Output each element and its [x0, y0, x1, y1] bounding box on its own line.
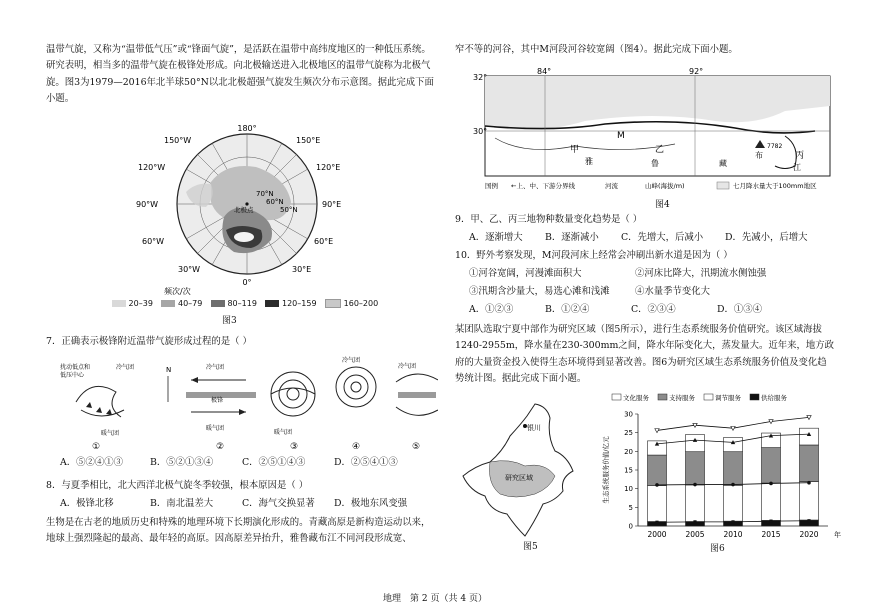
place-label: 鲁: [651, 159, 659, 168]
lon-label: 0°: [242, 278, 252, 287]
q9-stem: 9．甲、乙、丙三地物种数量变化趋势是（ ）: [455, 214, 643, 225]
q7-option-a[interactable]: A．⑤②④①③: [60, 457, 124, 468]
q10-item-1: ①河谷宽阔，河漫滩面积大: [469, 268, 582, 279]
lon-label: 90°W: [136, 200, 159, 209]
panel-2: [186, 363, 256, 432]
peak-label: 7782: [767, 143, 783, 150]
figure3-caption: 图3: [222, 316, 237, 326]
data-point: [655, 483, 659, 487]
panel-5: [396, 362, 438, 415]
lat-label: 70°N: [256, 190, 274, 198]
panel-text: 冷气团: [206, 364, 225, 371]
panel-text: 冷气团: [398, 363, 417, 370]
lat-label: 60°N: [266, 198, 284, 206]
figure4-caption: 图4: [655, 200, 670, 210]
y-axis-label: 生态系统服务价值/亿元: [602, 436, 610, 504]
legend-label: 40–79: [178, 299, 203, 308]
figure4-map: [455, 66, 835, 196]
bar-segment: [724, 438, 743, 452]
y-tick-label: 20: [624, 447, 633, 456]
page-footer: 地理 第 2 页（共 4 页）: [383, 594, 487, 604]
figure3-legend: [112, 297, 412, 311]
panel-text: 暖气团: [101, 430, 120, 437]
q7-diagram-panels: [46, 352, 438, 452]
data-point: [769, 520, 772, 523]
q9-option-c[interactable]: C．先增大，后减小: [621, 232, 704, 243]
bar-segment: [686, 435, 705, 452]
bar-segment: [686, 452, 705, 485]
place-label: 雅: [585, 157, 593, 166]
data-point: [807, 481, 811, 485]
bio-paragraph: 生物是在古老的地质历史和特殊的地理环境下长期演化形成的。青藏高原是新构造运动以来，地球上强烈隆起的最高、最年轻的高原。因高原差异抬升，雅鲁藏布江不同河段形成宽、: [46, 517, 431, 545]
q9-option-a[interactable]: A．逐渐增大: [469, 232, 523, 243]
place-label: 乙: [655, 145, 665, 155]
lon-label: 150°W: [164, 136, 192, 145]
panel-number: ②: [216, 442, 225, 452]
lon-label: 60°W: [142, 237, 165, 246]
lat-label: 32°: [473, 73, 488, 82]
panel-number: ③: [290, 442, 299, 452]
y-tick-label: 15: [624, 466, 633, 475]
lon-label: 180°: [237, 124, 257, 133]
place-label: 江: [793, 163, 801, 172]
bar-segment: [800, 445, 819, 482]
panel-number: ①: [92, 442, 101, 452]
legend-text: 河流: [605, 182, 618, 190]
panel-text: 暖气团: [206, 425, 225, 432]
legend-text: 国例: [485, 182, 498, 190]
place-label: M: [617, 131, 625, 141]
place-label: 丙: [795, 151, 805, 161]
panel-number: ⑤: [412, 442, 421, 452]
place-label: 布: [755, 151, 763, 160]
bar-segment: [724, 485, 743, 521]
q8-option-d[interactable]: D．极地东风变强: [334, 498, 408, 509]
legend-swatch: [612, 394, 621, 400]
q9-option-b[interactable]: B．逐渐减小: [545, 232, 599, 243]
y-tick-label: 25: [624, 429, 633, 438]
q10-option-c[interactable]: C．②③④: [631, 304, 676, 315]
q7-option-d[interactable]: D．②⑤④①③: [334, 457, 398, 468]
legend-label: 调节服务: [715, 394, 741, 402]
q10-option-a[interactable]: A．①②③: [469, 304, 514, 315]
legend-text: 山峰(海拔/m): [645, 182, 685, 190]
figure5-map: [455, 396, 595, 546]
data-point: [807, 519, 810, 522]
place-label: 甲: [570, 145, 580, 155]
lon-label: 150°E: [296, 136, 321, 145]
panel-text: 冷气团: [116, 364, 135, 371]
lon-label: 120°E: [316, 163, 341, 172]
city-label: 银川: [527, 424, 541, 432]
lon-label: 30°E: [292, 265, 312, 274]
legend-label: 支持服务: [669, 394, 695, 402]
legend-label: 供给服务: [761, 394, 787, 402]
q10-option-d[interactable]: D．①③④: [717, 304, 763, 315]
q7-stem: 7．正确表示极锋附近温带气旋形成过程的是（ ）: [46, 336, 252, 347]
ningxia-paragraph: 某团队选取宁夏中部作为研究区域（图5所示），进行生态系统服务价值研究。该区域海拔1240-2955m，降水量在230-300mm之间，降水年际变化大，蒸发量大。近年来，地方政府的大量资金投入使得生态环境得到显著改善。图6为研究区域生态系统服务价值及变化趋势统计图。据此完成下面小题。: [455, 324, 835, 385]
legend-swatch: [704, 394, 713, 400]
panel-text: 极锋: [211, 397, 224, 404]
q8-stem: 8．与夏季相比，北大西洋北极气旋冬季较强，根本原因是（ ）: [46, 480, 309, 491]
panel-1: [60, 363, 171, 437]
data-point: [731, 520, 734, 523]
figure6-caption: 图6: [710, 544, 725, 554]
data-point: [655, 429, 659, 433]
q10-item-3: ③汛期含沙量大，易选心滩和浅滩: [469, 286, 610, 297]
continued-paragraph: 窄不等的河谷，其中M河段河谷较宽阔（图4）。据此完成下面小题。: [455, 44, 738, 55]
legend-swatch: [112, 300, 126, 307]
bar-segment: [686, 485, 705, 522]
lon-label: 120°W: [138, 163, 166, 172]
q7-option-b[interactable]: B．⑤②①③④: [150, 457, 214, 468]
legend-label: 160–200: [343, 299, 379, 308]
panel-text: 冷气团: [342, 357, 361, 364]
lon-label: 84°: [537, 67, 552, 76]
intro-paragraph: 温带气旋，又称为“温带低气压”或“锋面气旋”，是活跃在温带中高纬度地区的一种低压系统。研究表明，相当多的温带气旋在极锋处形成。向北极输送进入北极地区的温带气旋称为北极气旋。图3为1979—2016年北半球50°N以北北极超强气旋发生频次分布示意图。据此完成下面小题。: [46, 44, 434, 105]
legend-label: 120–159: [282, 299, 317, 308]
panel-text: 暖气团: [274, 429, 293, 436]
y-tick-label: 10: [624, 485, 633, 494]
legend-text: ←上、中、下游分界线: [511, 182, 575, 190]
legend-label: 20–39: [128, 299, 153, 308]
x-tick-label: 2015: [761, 530, 781, 539]
panel-3: [271, 372, 315, 416]
bar-segment: [648, 455, 667, 486]
q9-option-d[interactable]: D．先减小，后增大: [725, 232, 808, 243]
q10-stem: 10．野外考察发现，M河段河床上经常会冲刷出新水道是因为（ ）: [455, 250, 733, 261]
bar-segment: [724, 452, 743, 486]
figure3-polar-map: [116, 122, 378, 308]
q8-option-c[interactable]: C．海气交换显著: [242, 498, 315, 509]
lon-label: 30°W: [178, 265, 201, 274]
north-arrow: N: [166, 366, 172, 374]
bar-segment: [762, 448, 781, 483]
legend-label: 文化服务: [623, 394, 649, 402]
legend-swatch: [265, 300, 279, 307]
legend-swatch: [211, 300, 225, 307]
q10-option-b[interactable]: B．①②④: [545, 304, 590, 315]
lon-label: 60°E: [314, 237, 334, 246]
q10-item-2: ②河床比降大，汛期流水侧蚀强: [635, 268, 767, 279]
q7-option-c[interactable]: C．②⑤①④③: [242, 457, 306, 468]
data-point: [731, 483, 735, 487]
x-axis-label: 年: [834, 531, 841, 539]
lat-label: 50°N: [280, 206, 298, 214]
lat-label: 30°: [473, 127, 488, 136]
x-tick-label: 2010: [723, 530, 743, 539]
legend-swatch: [161, 300, 175, 307]
legend-swatch: [658, 394, 667, 400]
q8-option-b[interactable]: B．南北温差大: [150, 498, 214, 509]
bar-segment: [762, 483, 781, 520]
panel-text: 扰动低点和: [60, 364, 91, 371]
data-point: [655, 521, 658, 524]
bar-segment: [800, 482, 819, 520]
bar-segment: [800, 428, 819, 445]
y-tick-label: 30: [624, 410, 633, 419]
legend-swatch: [750, 394, 759, 400]
lon-label: 90°E: [322, 200, 342, 209]
region-label: 研究区域: [505, 474, 533, 482]
data-point: [693, 520, 696, 523]
bar-segment: [648, 486, 667, 522]
x-tick-label: 2005: [685, 530, 705, 539]
q10-item-4: ④水量季节变化大: [635, 286, 711, 297]
data-point: [693, 483, 697, 487]
x-tick-label: 2000: [647, 530, 667, 539]
pole-label: 北极点: [234, 206, 254, 214]
legend-swatch: [325, 299, 341, 308]
place-label: 藏: [719, 159, 727, 168]
y-tick-label: 5: [628, 503, 633, 512]
x-tick-label: 2020: [799, 530, 819, 539]
lon-label: 92°: [689, 67, 704, 76]
panel-number: ④: [352, 442, 361, 452]
data-point: [769, 482, 773, 486]
legend-label: 80–119: [227, 299, 257, 308]
q8-option-a[interactable]: A．极锋北移: [60, 498, 114, 509]
y-tick-label: 0: [628, 522, 633, 531]
figure5-caption: 图5: [523, 542, 538, 552]
figure6-chart: [598, 390, 848, 545]
legend-title: 频次/次: [164, 287, 191, 296]
panel-text: 低压中心: [60, 372, 85, 379]
panel-4: [336, 367, 376, 407]
legend-text: 七月降水量大于100mm地区: [733, 182, 817, 190]
